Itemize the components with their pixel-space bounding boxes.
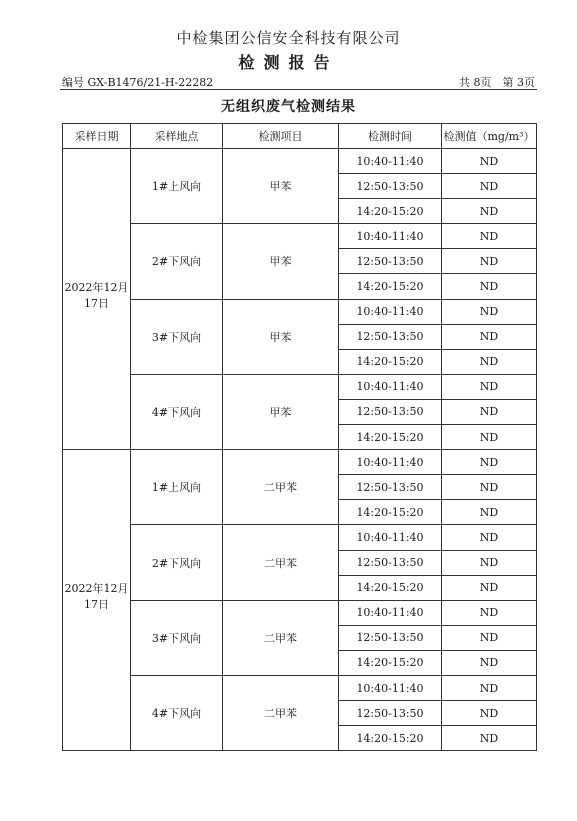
test-time-cell: 14:20-15:20 [339,575,442,600]
test-value-cell: ND [442,324,537,349]
test-value-cell: ND [442,224,537,249]
test-item-cell: 二甲苯 [223,525,339,600]
col-header-date: 采样日期 [63,124,131,149]
test-value-cell: ND [442,650,537,675]
table-header-row [63,124,537,149]
test-time-cell: 12:50-13:50 [339,399,442,424]
test-value-cell: ND [442,600,537,625]
sampling-point-cell: 4#下风向 [131,675,223,750]
col-header-point: 采样地点 [131,124,223,149]
test-time-cell: 12:50-13:50 [339,475,442,500]
test-value-cell: ND [442,625,537,650]
test-value-cell: ND [442,199,537,224]
test-time-cell: 10:40-11:40 [339,600,442,625]
test-time-cell: 10:40-11:40 [339,374,442,399]
test-time-cell: 14:20-15:20 [339,500,442,525]
col-header-item: 检测项目 [223,124,339,149]
table-row [63,299,537,324]
test-value-cell: ND [442,374,537,399]
company-name: 中检集团公信安全科技有限公司 [176,29,401,47]
table-body [63,149,537,751]
header-rule [60,89,537,90]
test-time-cell: 10:40-11:40 [339,299,442,324]
report-title: 检测报告 [238,53,339,72]
test-item-cell: 甲苯 [223,149,339,224]
sampling-date-line2: 17日 [84,598,109,612]
test-time-cell: 12:50-13:50 [339,249,442,274]
test-time-cell: 12:50-13:50 [339,550,442,575]
sampling-point-cell: 1#上风向 [131,149,223,224]
test-time-cell: 14:20-15:20 [339,349,442,374]
test-time-cell: 14:20-15:20 [339,274,442,299]
test-time-cell: 10:40-11:40 [339,224,442,249]
test-value-cell: ND [442,149,537,174]
test-time-cell: 12:50-13:50 [339,324,442,349]
test-time-cell: 10:40-11:40 [339,149,442,174]
sampling-point-cell: 2#下风向 [131,525,223,600]
test-time-cell: 10:40-11:40 [339,525,442,550]
sampling-date-cell [63,450,131,751]
test-item-cell: 甲苯 [223,299,339,374]
test-value-cell: ND [442,675,537,700]
test-value-cell: ND [442,701,537,726]
table-row [63,525,537,550]
test-value-cell: ND [442,525,537,550]
test-time-cell: 10:40-11:40 [339,450,442,475]
test-value-cell: ND [442,425,537,450]
test-value-cell: ND [442,174,537,199]
results-table [62,123,537,751]
test-value-cell: ND [442,550,537,575]
test-time-cell: 14:20-15:20 [339,650,442,675]
test-item-cell: 甲苯 [223,224,339,299]
test-value-cell: ND [442,475,537,500]
test-item-cell: 甲苯 [223,374,339,449]
test-value-cell: ND [442,399,537,424]
table-row [63,374,537,399]
test-value-cell: ND [442,249,537,274]
test-value-cell: ND [442,450,537,475]
test-time-cell: 12:50-13:50 [339,625,442,650]
sampling-date-line1: 2022年12月 [64,281,129,295]
sampling-date-line2: 17日 [84,297,109,311]
test-item-cell: 二甲苯 [223,675,339,750]
test-time-cell: 12:50-13:50 [339,174,442,199]
test-value-cell: ND [442,349,537,374]
sampling-point-cell: 1#上风向 [131,450,223,525]
document-number: 编号 GX-B1476/21-H-22282 [62,76,214,89]
sampling-point-cell: 3#下风向 [131,600,223,675]
sampling-point-cell: 2#下风向 [131,224,223,299]
test-value-cell: ND [442,575,537,600]
test-value-cell: ND [442,726,537,751]
test-time-cell: 12:50-13:50 [339,701,442,726]
table-row [63,224,537,249]
test-value-cell: ND [442,274,537,299]
table-row [63,675,537,700]
section-title: 无组织废气检测结果 [221,99,356,115]
test-value-cell: ND [442,299,537,324]
test-item-cell: 二甲苯 [223,600,339,675]
test-time-cell: 10:40-11:40 [339,675,442,700]
sampling-date-cell [63,149,131,450]
sampling-point-cell: 4#下风向 [131,374,223,449]
table-row [63,149,537,174]
col-header-time: 检测时间 [339,124,442,149]
sampling-point-cell: 3#下风向 [131,299,223,374]
sampling-date-line1: 2022年12月 [64,582,129,596]
test-value-cell: ND [442,500,537,525]
col-header-value: 检测值（mg/m³） [442,124,537,149]
test-time-cell: 14:20-15:20 [339,425,442,450]
table-row [63,600,537,625]
test-time-cell: 14:20-15:20 [339,199,442,224]
table-row [63,450,537,475]
page-info: 共 8页 第 3页 [459,76,535,89]
test-item-cell: 二甲苯 [223,450,339,525]
test-time-cell: 14:20-15:20 [339,726,442,751]
